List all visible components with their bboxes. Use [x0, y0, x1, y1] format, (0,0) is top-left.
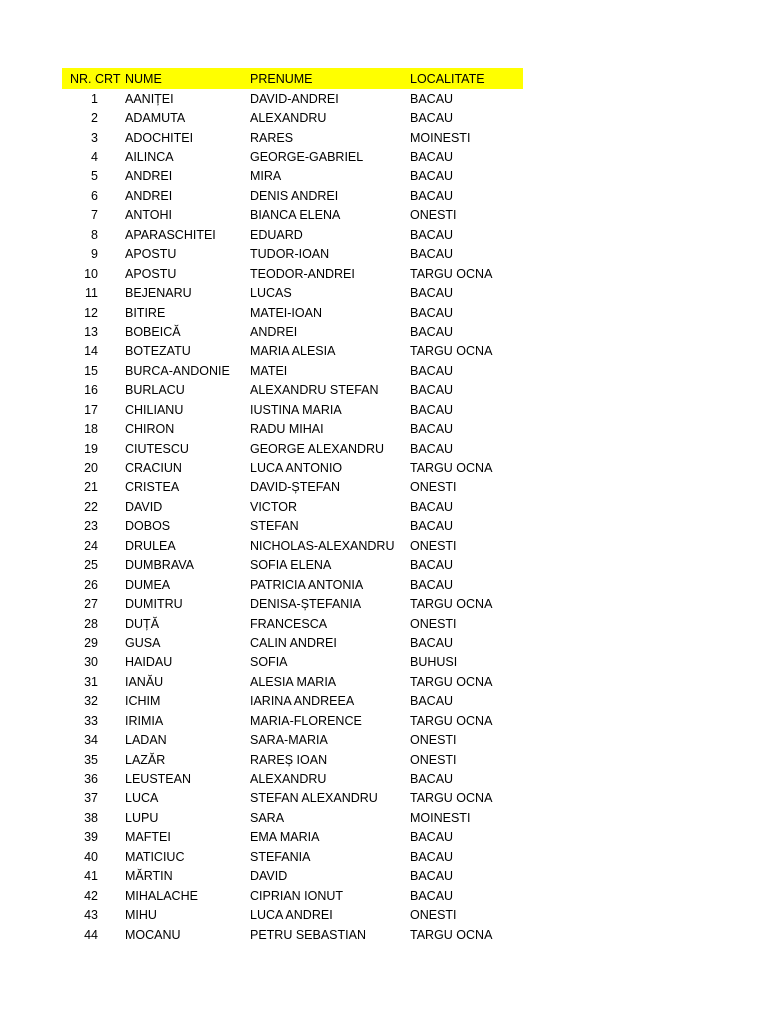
- table-row: [62, 808, 523, 827]
- row-nume: BEJENARU: [125, 286, 192, 301]
- table-row: [62, 400, 523, 419]
- student-table: [62, 68, 523, 944]
- row-localitate: MOINESTI: [410, 810, 471, 825]
- row-localitate: BACAU: [410, 111, 454, 126]
- row-prenume: ALESIA MARIA: [250, 674, 337, 689]
- row-nume: APOSTU: [125, 266, 177, 281]
- table-row: [62, 225, 523, 244]
- row-nume: MOCANU: [125, 927, 181, 942]
- row-number: 28: [84, 616, 98, 631]
- row-nume: DOBOS: [125, 519, 171, 534]
- row-number: 35: [84, 752, 98, 767]
- row-prenume: MATEI: [250, 363, 288, 378]
- row-number: 38: [84, 810, 98, 825]
- row-localitate: BACAU: [410, 363, 454, 378]
- row-localitate: TARGU OCNA: [410, 791, 493, 806]
- row-prenume: MARIA-FLORENCE: [250, 713, 362, 728]
- row-prenume: STEFAN: [250, 519, 299, 534]
- table-row: [62, 750, 523, 769]
- row-nume: BURCA-ANDONIE: [125, 363, 230, 378]
- row-prenume: CALIN ANDREI: [250, 635, 337, 650]
- row-number: 20: [84, 461, 98, 476]
- row-localitate: MOINESTI: [410, 130, 471, 145]
- row-prenume: DAVID-ANDREI: [250, 91, 339, 106]
- row-number: 2: [91, 111, 98, 126]
- table-row: [62, 322, 523, 341]
- row-localitate: BACAU: [410, 422, 454, 437]
- row-localitate: BACAU: [410, 402, 454, 417]
- table-row: [62, 478, 523, 497]
- row-number: 40: [84, 849, 98, 864]
- row-nume: CIUTESCU: [125, 441, 189, 456]
- row-localitate: BACAU: [410, 888, 454, 903]
- row-prenume: ALEXANDRU STEFAN: [250, 383, 379, 398]
- row-prenume: PATRICIA ANTONIA: [250, 577, 364, 592]
- table-row: [62, 147, 523, 166]
- row-number: 39: [84, 830, 98, 845]
- row-prenume: ALEXANDRU: [250, 111, 327, 126]
- table-row: [62, 89, 523, 108]
- row-localitate: BACAU: [410, 635, 454, 650]
- table-row: [62, 711, 523, 730]
- table-row: [62, 206, 523, 225]
- row-prenume: NICHOLAS-ALEXANDRU: [250, 538, 395, 553]
- table-row: [62, 556, 523, 575]
- row-localitate: BACAU: [410, 383, 454, 398]
- row-nume: DRULEA: [125, 538, 176, 553]
- row-nume: BITIRE: [125, 305, 166, 320]
- table-row: [62, 497, 523, 516]
- row-nume: ANTOHI: [125, 208, 172, 223]
- row-prenume: GEORGE-GABRIEL: [250, 150, 364, 165]
- row-prenume: RADU MIHAI: [250, 422, 324, 437]
- row-localitate: BACAU: [410, 305, 454, 320]
- row-number: 27: [84, 597, 98, 612]
- row-number: 37: [84, 791, 98, 806]
- row-nume: DUȚĂ: [125, 616, 160, 631]
- row-prenume: ANDREI: [250, 324, 298, 339]
- row-prenume: LUCAS: [250, 286, 292, 301]
- row-localitate: BACAU: [410, 169, 454, 184]
- table-row: [62, 789, 523, 808]
- row-localitate: ONESTI: [410, 752, 457, 767]
- row-prenume: DENIS ANDREI: [250, 188, 339, 203]
- row-localitate: BACAU: [410, 91, 454, 106]
- table-row: [62, 264, 523, 283]
- table-row: [62, 614, 523, 633]
- row-localitate: BACAU: [410, 499, 454, 514]
- row-nume: ICHIM: [125, 694, 161, 709]
- row-localitate: TARGU OCNA: [410, 713, 493, 728]
- table-row: [62, 361, 523, 380]
- row-prenume: BIANCA ELENA: [250, 208, 341, 223]
- row-nume: IRIMIA: [125, 713, 164, 728]
- row-nume: MATICIUC: [125, 849, 185, 864]
- row-number: 18: [84, 422, 98, 437]
- table-row: [62, 769, 523, 788]
- row-number: 16: [84, 383, 98, 398]
- row-nume: AILINCA: [125, 150, 174, 165]
- row-prenume: EDUARD: [250, 227, 303, 242]
- row-nume: LAZĂR: [125, 752, 166, 767]
- row-prenume: SOFIA ELENA: [250, 558, 332, 573]
- row-prenume: SARA-MARIA: [250, 733, 328, 748]
- table-row: [62, 342, 523, 361]
- row-number: 1: [91, 91, 98, 106]
- header-nume: NUME: [125, 71, 162, 86]
- table-row: [62, 167, 523, 186]
- row-prenume: RARES: [250, 130, 294, 145]
- row-localitate: BACAU: [410, 830, 454, 845]
- row-localitate: ONESTI: [410, 480, 457, 495]
- row-number: 33: [84, 713, 98, 728]
- row-number: 11: [85, 286, 98, 301]
- row-localitate: BUHUSI: [410, 655, 458, 670]
- table-row: [62, 303, 523, 322]
- row-number: 17: [84, 402, 98, 417]
- row-number: 22: [84, 499, 98, 514]
- row-nume: CRISTEA: [125, 480, 180, 495]
- row-prenume: MARIA ALESIA: [250, 344, 336, 359]
- row-localitate: BACAU: [410, 324, 454, 339]
- row-prenume: LUCA ANDREI: [250, 908, 333, 923]
- row-nume: CHIRON: [125, 422, 175, 437]
- table-row: [62, 847, 523, 866]
- row-prenume: GEORGE ALEXANDRU: [250, 441, 385, 456]
- table-row: [62, 828, 523, 847]
- row-prenume: MIRA: [250, 169, 282, 184]
- row-number: 29: [84, 635, 98, 650]
- row-nume: MIHU: [125, 908, 157, 923]
- table-row: [62, 867, 523, 886]
- row-nume: ANDREI: [125, 169, 173, 184]
- row-nume: GUSA: [125, 635, 161, 650]
- row-number: 25: [84, 558, 98, 573]
- table-row: [62, 575, 523, 594]
- table-row: [62, 128, 523, 147]
- row-number: 24: [84, 538, 98, 553]
- row-nume: APOSTU: [125, 247, 177, 262]
- table-row: [62, 108, 523, 127]
- row-number: 7: [91, 208, 98, 223]
- row-number: 41: [84, 869, 98, 884]
- row-number: 19: [84, 441, 98, 456]
- row-prenume: SARA: [250, 810, 285, 825]
- row-localitate: TARGU OCNA: [410, 597, 493, 612]
- table-row: [62, 439, 523, 458]
- row-number: 36: [84, 772, 98, 787]
- row-prenume: IUSTINA MARIA: [250, 402, 342, 417]
- row-prenume: DAVID-ȘTEFAN: [250, 480, 341, 495]
- header-row: [62, 68, 523, 89]
- row-nume: DUMBRAVA: [125, 558, 194, 573]
- row-nume: BOBEICĂ: [125, 324, 181, 339]
- row-localitate: BACAU: [410, 849, 454, 864]
- row-localitate: BACAU: [410, 150, 454, 165]
- header-prenume: PRENUME: [250, 71, 313, 86]
- row-localitate: TARGU OCNA: [410, 461, 493, 476]
- row-prenume: VICTOR: [250, 499, 297, 514]
- row-prenume: RAREȘ IOAN: [250, 752, 328, 767]
- row-prenume: STEFANIA: [250, 849, 311, 864]
- row-prenume: PETRU SEBASTIAN: [250, 927, 366, 942]
- row-nume: BURLACU: [125, 383, 185, 398]
- row-nume: ADOCHITEI: [125, 130, 194, 145]
- row-localitate: BACAU: [410, 286, 454, 301]
- row-nume: BOTEZATU: [125, 344, 191, 359]
- table-row: [62, 419, 523, 438]
- row-prenume: STEFAN ALEXANDRU: [250, 791, 378, 806]
- row-number: 8: [91, 227, 98, 242]
- row-localitate: BACAU: [410, 247, 454, 262]
- row-nume: MĂRTIN: [125, 869, 173, 884]
- row-number: 9: [91, 247, 98, 262]
- row-prenume: DENISA-ȘTEFANIA: [250, 597, 362, 612]
- row-nume: LUCA: [125, 791, 159, 806]
- table-row: [62, 594, 523, 613]
- row-localitate: BACAU: [410, 558, 454, 573]
- row-localitate: TARGU OCNA: [410, 266, 493, 281]
- row-prenume: TEODOR-ANDREI: [250, 266, 355, 281]
- row-number: 10: [84, 266, 98, 281]
- table-row: [62, 381, 523, 400]
- row-number: 4: [91, 150, 98, 165]
- row-nume: DUMITRU: [125, 597, 183, 612]
- row-localitate: ONESTI: [410, 616, 457, 631]
- row-nume: MIHALACHE: [125, 888, 198, 903]
- row-localitate: BACAU: [410, 441, 454, 456]
- table-row: [62, 886, 523, 905]
- table-row: [62, 925, 523, 944]
- table-row: [62, 905, 523, 924]
- row-nume: ANDREI: [125, 188, 173, 203]
- table-row: [62, 458, 523, 477]
- row-nume: HAIDAU: [125, 655, 173, 670]
- table-body: [62, 89, 523, 944]
- row-prenume: FRANCESCA: [250, 616, 328, 631]
- row-prenume: MATEI-IOAN: [250, 305, 322, 320]
- row-nume: LUPU: [125, 810, 159, 825]
- row-localitate: ONESTI: [410, 908, 457, 923]
- row-nume: DUMEA: [125, 577, 171, 592]
- table-row: [62, 633, 523, 652]
- row-number: 21: [84, 480, 98, 495]
- table-row: [62, 536, 523, 555]
- row-number: 13: [84, 324, 98, 339]
- row-number: 43: [84, 908, 98, 923]
- row-prenume: LUCA ANTONIO: [250, 461, 343, 476]
- row-prenume: EMA MARIA: [250, 830, 320, 845]
- row-localitate: ONESTI: [410, 733, 457, 748]
- row-nume: ADAMUTA: [125, 111, 186, 126]
- table-row: [62, 653, 523, 672]
- row-number: 12: [84, 305, 98, 320]
- row-localitate: BACAU: [410, 519, 454, 534]
- row-nume: LADAN: [125, 733, 167, 748]
- row-localitate: TARGU OCNA: [410, 344, 493, 359]
- header-localitate: LOCALITATE: [410, 71, 485, 86]
- row-prenume: SOFIA: [250, 655, 288, 670]
- row-number: 42: [84, 888, 98, 903]
- row-nume: APARASCHITEI: [125, 227, 216, 242]
- row-nume: IANĂU: [125, 674, 164, 689]
- row-localitate: TARGU OCNA: [410, 927, 493, 942]
- table-row: [62, 186, 523, 205]
- row-nume: CHILIANU: [125, 402, 184, 417]
- table-row: [62, 672, 523, 691]
- table-row: [62, 283, 523, 302]
- row-number: 14: [84, 344, 98, 359]
- table-row: [62, 730, 523, 749]
- row-prenume: ALEXANDRU: [250, 772, 327, 787]
- row-number: 31: [84, 674, 98, 689]
- table-row: [62, 692, 523, 711]
- row-localitate: BACAU: [410, 772, 454, 787]
- header-nr-crt: NR. CRT: [70, 71, 121, 86]
- row-localitate: BACAU: [410, 869, 454, 884]
- row-localitate: BACAU: [410, 577, 454, 592]
- student-list-sheet: [62, 68, 523, 944]
- row-number: 3: [91, 130, 98, 145]
- row-nume: DAVID: [125, 499, 163, 514]
- row-number: 34: [84, 733, 98, 748]
- row-prenume: DAVID: [250, 869, 288, 884]
- row-nume: LEUSTEAN: [125, 772, 191, 787]
- row-prenume: CIPRIAN IONUT: [250, 888, 344, 903]
- row-number: 15: [84, 363, 98, 378]
- row-localitate: BACAU: [410, 188, 454, 203]
- row-number: 32: [84, 694, 98, 709]
- row-prenume: TUDOR-IOAN: [250, 247, 330, 262]
- row-prenume: IARINA ANDREEA: [250, 694, 355, 709]
- row-localitate: BACAU: [410, 227, 454, 242]
- row-number: 26: [84, 577, 98, 592]
- row-localitate: TARGU OCNA: [410, 674, 493, 689]
- row-nume: AANIȚEI: [125, 91, 174, 106]
- row-number: 6: [91, 188, 98, 203]
- table-row: [62, 517, 523, 536]
- row-localitate: ONESTI: [410, 538, 457, 553]
- row-number: 30: [84, 655, 98, 670]
- row-number: 5: [91, 169, 98, 184]
- table-row: [62, 245, 523, 264]
- row-number: 44: [84, 927, 98, 942]
- row-number: 23: [84, 519, 98, 534]
- row-nume: MAFTEI: [125, 830, 171, 845]
- row-localitate: BACAU: [410, 694, 454, 709]
- row-localitate: ONESTI: [410, 208, 457, 223]
- row-nume: CRACIUN: [125, 461, 182, 476]
